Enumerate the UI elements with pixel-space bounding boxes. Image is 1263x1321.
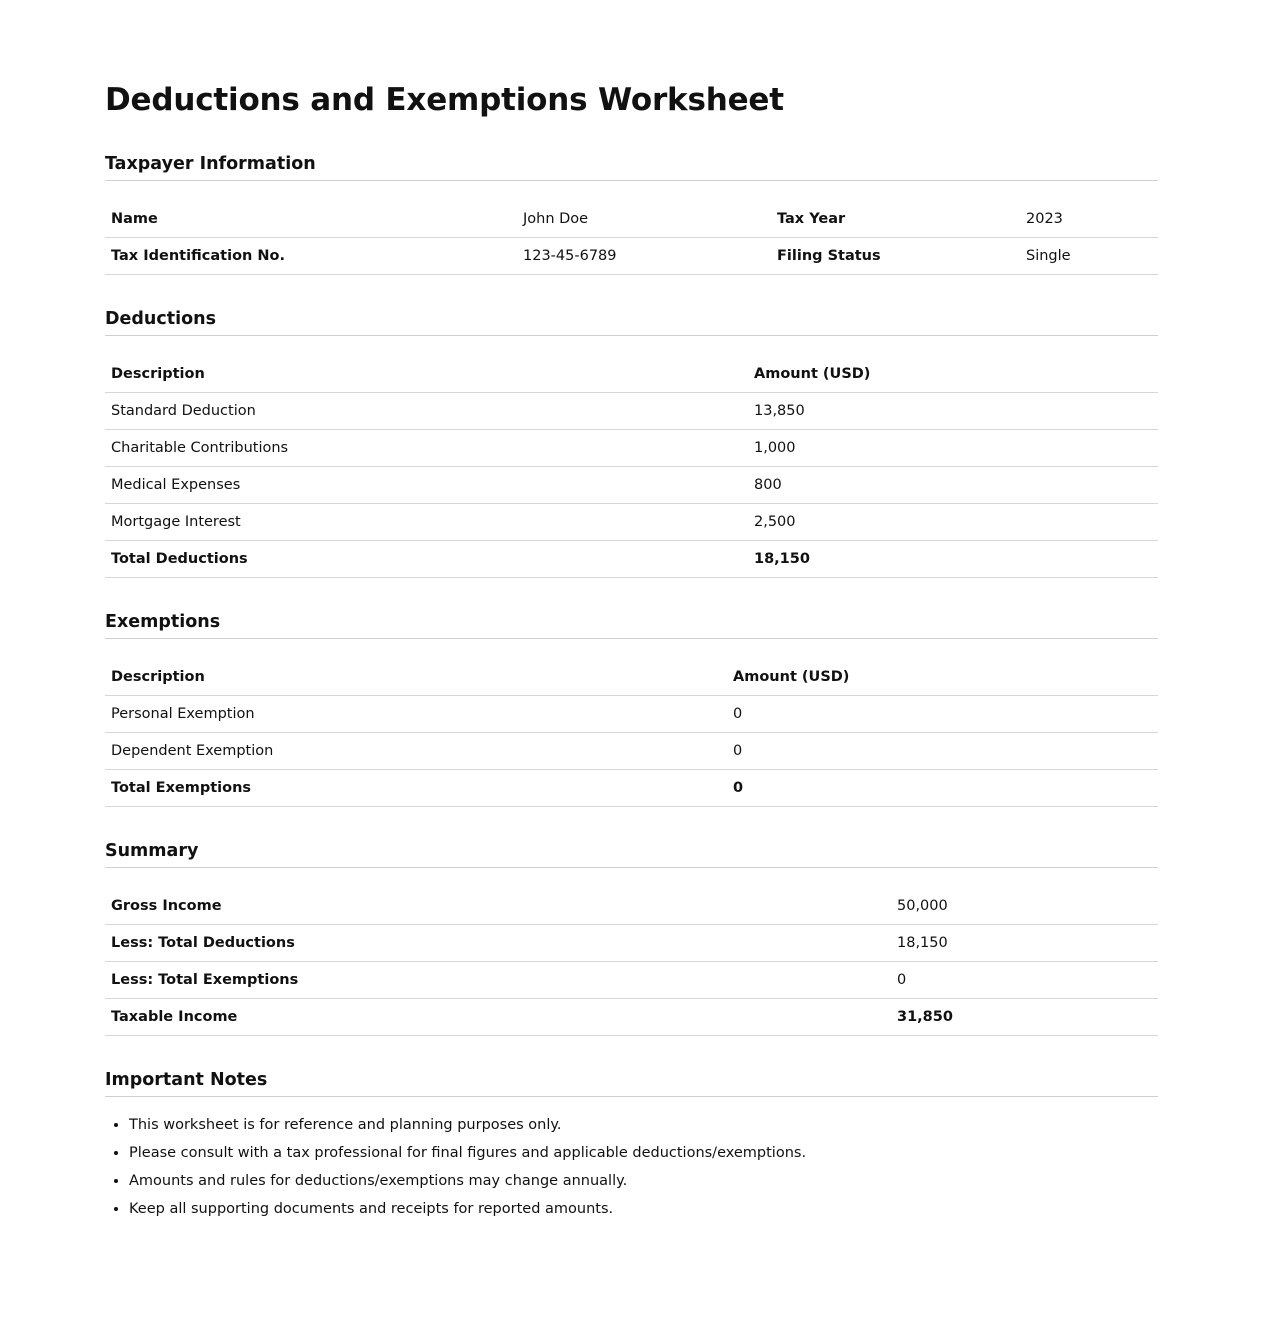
table-row	[105, 393, 1158, 430]
filing-status-value: Single	[1020, 238, 1158, 275]
taxpayer-section	[105, 152, 1158, 275]
exemptions-section	[105, 610, 1158, 807]
deduction-amount: 800	[748, 467, 1158, 504]
deduction-description: Medical Expenses	[105, 467, 748, 504]
table-row	[105, 696, 1158, 733]
summary-label: Less: Total Exemptions	[105, 962, 891, 999]
deduction-description: Mortgage Interest	[105, 504, 748, 541]
table-row	[105, 962, 1158, 999]
deduction-amount: 2,500	[748, 504, 1158, 541]
deductions-section	[105, 307, 1158, 578]
summary-label: Less: Total Deductions	[105, 925, 891, 962]
table-row	[105, 238, 1158, 275]
filing-status-label: Filing Status	[771, 238, 1020, 275]
summary-heading: Summary	[105, 839, 1158, 868]
list-item: • Please consult with a tax professional for final figures and applicable deductions/exemptions.	[129, 1139, 1158, 1167]
summary-value: 18,150	[891, 925, 1158, 962]
total-exemptions-label: Total Exemptions	[105, 770, 727, 807]
list-item: • Keep all supporting documents and receipts for reported amounts.	[129, 1195, 1158, 1223]
notes-section	[105, 1068, 1158, 1223]
tin-label: Tax Identification No.	[105, 238, 517, 275]
deduction-amount: 13,850	[748, 393, 1158, 430]
total-exemptions-value: 0	[727, 770, 1158, 807]
tax-year-label: Tax Year	[771, 201, 1020, 238]
deduction-description: Standard Deduction	[105, 393, 748, 430]
column-header-description: Description	[105, 356, 748, 393]
summary-table	[105, 888, 1158, 1036]
deductions-heading: Deductions	[105, 307, 1158, 336]
column-header-description: Description	[105, 659, 727, 696]
table-row	[105, 733, 1158, 770]
table-row	[105, 504, 1158, 541]
table-row	[105, 201, 1158, 238]
taxpayer-heading: Taxpayer Information	[105, 152, 1158, 181]
exemption-description: Personal Exemption	[105, 696, 727, 733]
table-row	[105, 888, 1158, 925]
summary-value: 50,000	[891, 888, 1158, 925]
total-row	[105, 999, 1158, 1036]
table-header-row	[105, 356, 1158, 393]
tax-year-value: 2023	[1020, 201, 1158, 238]
deduction-description: Charitable Contributions	[105, 430, 748, 467]
taxpayer-table	[105, 201, 1158, 275]
worksheet-page	[105, 0, 1158, 1223]
list-item: • This worksheet is for reference and planning purposes only.	[129, 1111, 1158, 1139]
name-label: Name	[105, 201, 517, 238]
list-item: • Amounts and rules for deductions/exemptions may change annually.	[129, 1167, 1158, 1195]
taxable-income-value: 31,850	[891, 999, 1158, 1036]
table-row	[105, 430, 1158, 467]
table-row	[105, 467, 1158, 504]
name-value: John Doe	[517, 201, 771, 238]
column-header-amount: Amount (USD)	[748, 356, 1158, 393]
deduction-amount: 1,000	[748, 430, 1158, 467]
exemptions-table	[105, 659, 1158, 807]
notes-list	[105, 1111, 1158, 1223]
total-row	[105, 541, 1158, 578]
total-deductions-label: Total Deductions	[105, 541, 748, 578]
exemption-amount: 0	[727, 733, 1158, 770]
table-row	[105, 925, 1158, 962]
table-header-row	[105, 659, 1158, 696]
summary-section	[105, 839, 1158, 1036]
exemption-description: Dependent Exemption	[105, 733, 727, 770]
total-deductions-value: 18,150	[748, 541, 1158, 578]
exemptions-heading: Exemptions	[105, 610, 1158, 639]
tin-value: 123-45-6789	[517, 238, 771, 275]
summary-value: 0	[891, 962, 1158, 999]
notes-heading: Important Notes	[105, 1068, 1158, 1097]
taxable-income-label: Taxable Income	[105, 999, 891, 1036]
exemption-amount: 0	[727, 696, 1158, 733]
summary-label: Gross Income	[105, 888, 891, 925]
page-title: Deductions and Exemptions Worksheet	[105, 82, 784, 118]
deductions-table	[105, 356, 1158, 578]
total-row	[105, 770, 1158, 807]
column-header-amount: Amount (USD)	[727, 659, 1158, 696]
